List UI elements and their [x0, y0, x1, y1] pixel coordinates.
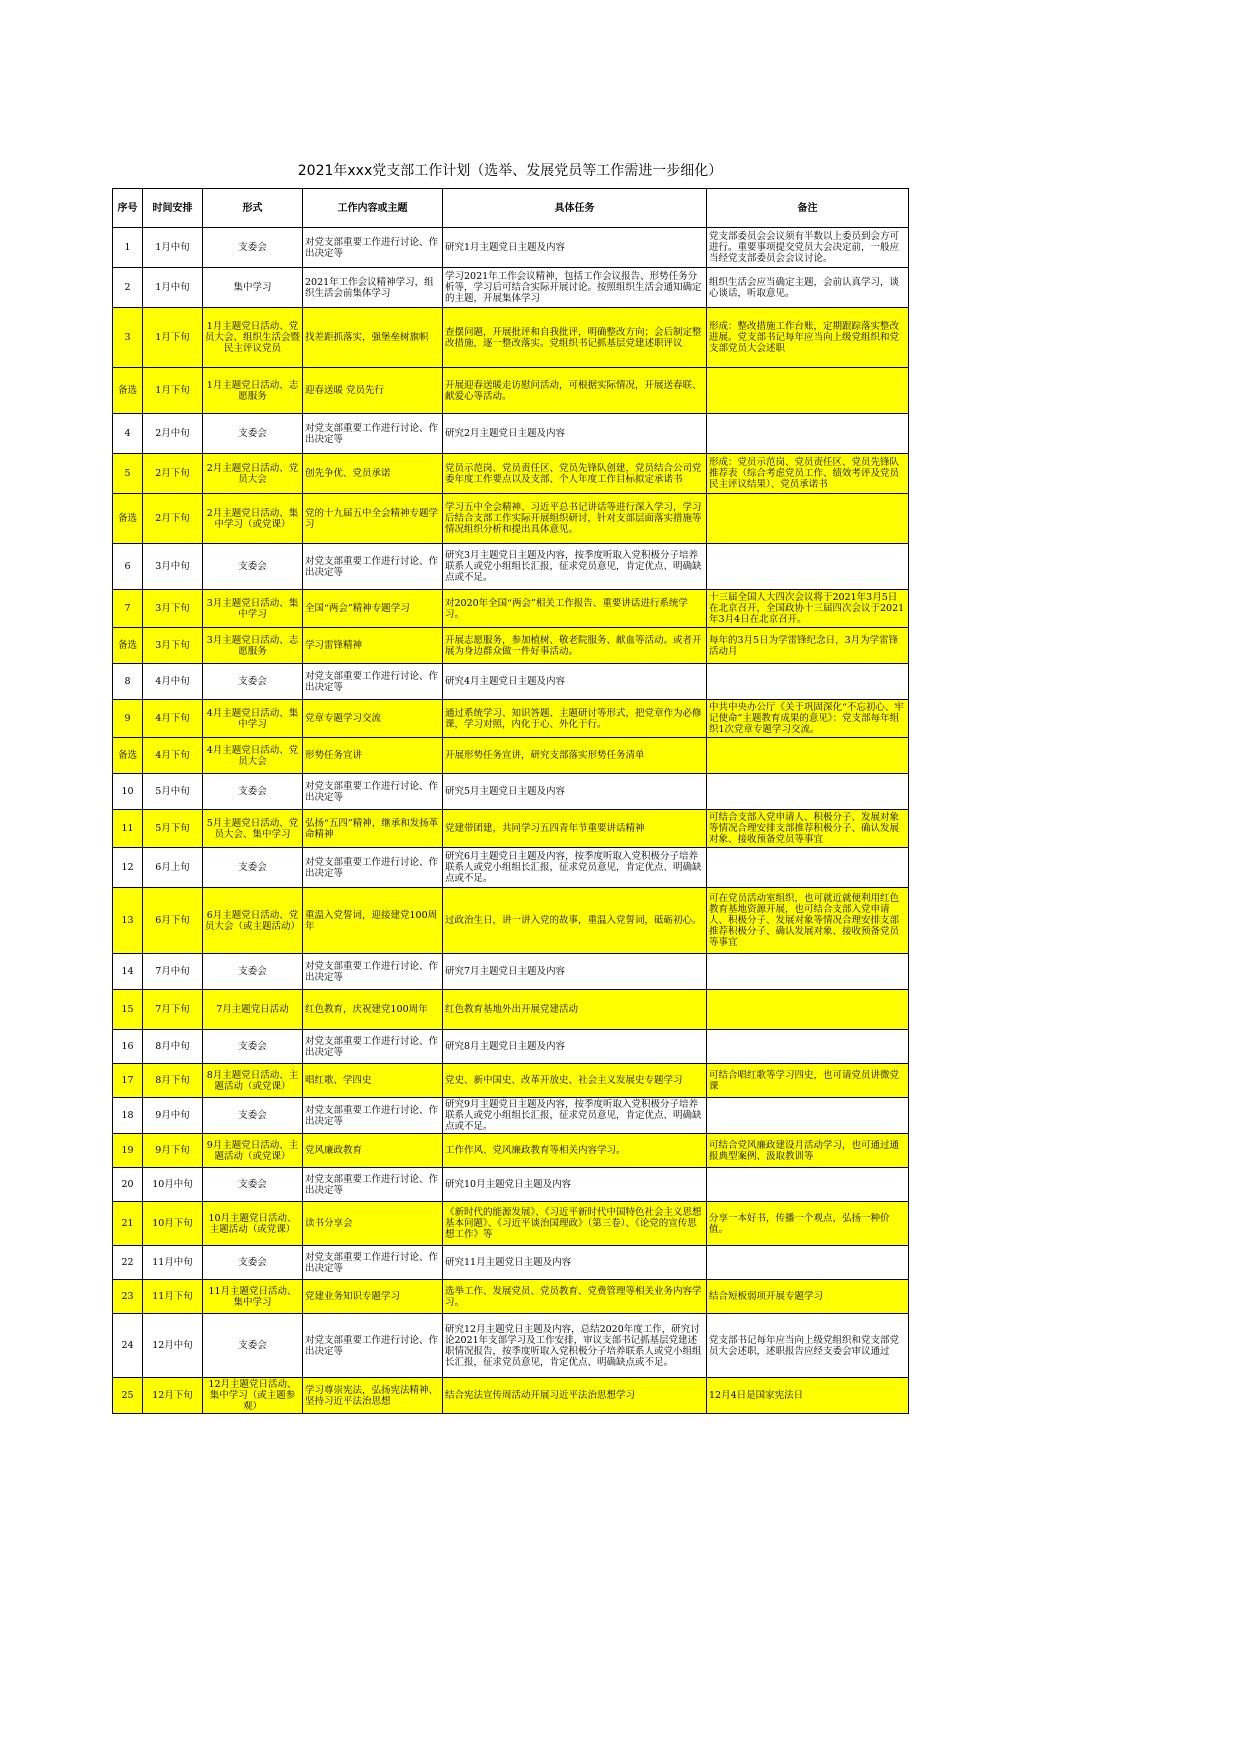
cell-no: 3 — [113, 308, 143, 368]
cell-topic: 对党支部重要工作进行讨论、作出决定等 — [303, 1246, 443, 1280]
cell-no: 22 — [113, 1246, 143, 1280]
cell-note — [707, 848, 909, 888]
table-row — [113, 1134, 909, 1168]
cell-task: 党建带团建，共同学习五四青年节重要讲话精神 — [443, 810, 707, 848]
cell-no: 16 — [113, 1030, 143, 1064]
cell-form: 支委会 — [203, 1030, 303, 1064]
cell-form: 11月主题党日活动、集中学习 — [203, 1280, 303, 1314]
table-row — [113, 414, 909, 454]
cell-task: 研究2月主题党日主题及内容 — [443, 414, 707, 454]
table-row — [113, 954, 909, 990]
cell-form: 9月主题党日活动、主题活动（或党课） — [203, 1134, 303, 1168]
cell-task: 研究5月主题党日主题及内容 — [443, 774, 707, 810]
table-row — [113, 368, 909, 414]
table-row — [113, 308, 909, 368]
cell-topic: 党章专题学习交流 — [303, 700, 443, 738]
cell-task: 研究12月主题党日主题及内容，总结2020年度工作，研究讨论2021年支部学习及工作安排，审议支部书记抓基层党建述职情况报告，按季度听取入党积极分子培养联系人或党小组组长汇报，征求党员意见，肯定优点、明确缺点或不足。 — [443, 1314, 707, 1378]
cell-no: 备选 — [113, 368, 143, 414]
table-row — [113, 454, 909, 494]
cell-note — [707, 990, 909, 1030]
cell-form: 5月主题党日活动、党员大会、集中学习 — [203, 810, 303, 848]
cell-time: 12月中旬 — [143, 1314, 203, 1378]
cell-note — [707, 774, 909, 810]
header-topic: 工作内容或主题 — [303, 189, 443, 228]
cell-no: 1 — [113, 228, 143, 268]
cell-no: 25 — [113, 1378, 143, 1414]
cell-time: 4月下旬 — [143, 738, 203, 774]
table-row — [113, 628, 909, 664]
cell-task: 红色教育基地外出开展党建活动 — [443, 990, 707, 1030]
cell-no: 8 — [113, 664, 143, 700]
header-no: 序号 — [113, 189, 143, 228]
cell-task: 研究3月主题党日主题及内容，按季度听取入党积极分子培养联系人或党小组组长汇报，征求党员意见，肯定优点、明确缺点或不足。 — [443, 544, 707, 590]
cell-time: 1月中旬 — [143, 268, 203, 308]
cell-topic: 党风廉政教育 — [303, 1134, 443, 1168]
cell-task: 工作作风、党风廉政教育等相关内容学习。 — [443, 1134, 707, 1168]
cell-form: 10月主题党日活动、主题活动（或党课） — [203, 1202, 303, 1246]
cell-no: 24 — [113, 1314, 143, 1378]
cell-task: 选举工作、发展党员、党员教育、党费管理等相关业务内容学习。 — [443, 1280, 707, 1314]
cell-note: 分享一本好书，传播一个观点，弘扬一种价值。 — [707, 1202, 909, 1246]
cell-time: 11月下旬 — [143, 1280, 203, 1314]
table-row — [113, 1030, 909, 1064]
table-row — [113, 700, 909, 738]
table-header-row — [113, 189, 909, 228]
table-row — [113, 268, 909, 308]
cell-task: 《新时代的能源发展》、《习近平新时代中国特色社会主义思想基本问题》、《习近平谈治国理政》（第三卷）、《论党的宣传思想工作》等 — [443, 1202, 707, 1246]
cell-time: 9月中旬 — [143, 1098, 203, 1134]
cell-task: 研究1月主题党日主题及内容 — [443, 228, 707, 268]
table-row — [113, 1202, 909, 1246]
cell-no: 2 — [113, 268, 143, 308]
cell-no: 5 — [113, 454, 143, 494]
cell-no: 14 — [113, 954, 143, 990]
cell-time: 6月上旬 — [143, 848, 203, 888]
cell-note: 结合短板弱项开展专题学习 — [707, 1280, 909, 1314]
cell-note — [707, 664, 909, 700]
cell-form: 支委会 — [203, 544, 303, 590]
cell-form: 支委会 — [203, 228, 303, 268]
cell-topic: 对党支部重要工作进行讨论、作出决定等 — [303, 664, 443, 700]
cell-note — [707, 544, 909, 590]
cell-topic: 对党支部重要工作进行讨论、作出决定等 — [303, 1098, 443, 1134]
header-form: 形式 — [203, 189, 303, 228]
cell-no: 备选 — [113, 738, 143, 774]
cell-time: 11月中旬 — [143, 1246, 203, 1280]
table-row — [113, 1098, 909, 1134]
cell-task: 开展形势任务宣讲，研究支部落实形势任务清单 — [443, 738, 707, 774]
table-row — [113, 888, 909, 954]
header-task: 具体任务 — [443, 189, 707, 228]
table-row — [113, 810, 909, 848]
cell-no: 10 — [113, 774, 143, 810]
cell-note — [707, 494, 909, 544]
cell-form: 集中学习 — [203, 268, 303, 308]
cell-note: 十三届全国人大四次会议将于2021年3月5日在北京召开，全国政协十三届四次会议于2021年3月4日在北京召开。 — [707, 590, 909, 628]
cell-form: 支委会 — [203, 1314, 303, 1378]
cell-topic: 形势任务宣讲 — [303, 738, 443, 774]
table-row — [113, 1280, 909, 1314]
cell-no: 12 — [113, 848, 143, 888]
cell-note — [707, 738, 909, 774]
cell-no: 21 — [113, 1202, 143, 1246]
cell-time: 3月中旬 — [143, 544, 203, 590]
table-row — [113, 848, 909, 888]
table-row — [113, 990, 909, 1030]
cell-time: 2月中旬 — [143, 414, 203, 454]
cell-note: 党支部委员会会议须有半数以上委员到会方可进行。重要事项提交党员大会决定前，一般应当经党支部委员会会议讨论。 — [707, 228, 909, 268]
table-row — [113, 1314, 909, 1378]
cell-form: 1月主题党日活动、党员大会、组织生活会暨民主评议党员 — [203, 308, 303, 368]
cell-time: 4月下旬 — [143, 700, 203, 738]
cell-form: 2月主题党日活动、集中学习（或党课） — [203, 494, 303, 544]
cell-form: 4月主题党日活动、党员大会 — [203, 738, 303, 774]
cell-note: 每年的3月5日为学雷锋纪念日，3月为学雷锋活动月 — [707, 628, 909, 664]
cell-topic: 重温入党誓词，迎接建党100周年 — [303, 888, 443, 954]
cell-form: 4月主题党日活动、集中学习 — [203, 700, 303, 738]
cell-topic: 创先争优、党员承诺 — [303, 454, 443, 494]
cell-task: 研究6月主题党日主题及内容，按季度听取入党积极分子培养联系人或党小组组长汇报，征求党员意见，肯定优点、明确缺点或不足。 — [443, 848, 707, 888]
table-row — [113, 1246, 909, 1280]
work-plan-table — [112, 188, 909, 1414]
table-row — [113, 494, 909, 544]
cell-note: 可结合支部入党申请人、积极分子、发展对象等情况合理安排支部推荐积极分子、确认发展对象、接收预备党员等事宜 — [707, 810, 909, 848]
cell-note: 形成：整改措施工作台账，定期跟踪落实整改进展。党支部书记每年应当向上级党组织和党支部党员大会述职 — [707, 308, 909, 368]
cell-form: 8月主题党日活动、主题活动（或党课） — [203, 1064, 303, 1098]
cell-note — [707, 1246, 909, 1280]
cell-topic: 学习雷锋精神 — [303, 628, 443, 664]
cell-task: 研究8月主题党日主题及内容 — [443, 1030, 707, 1064]
cell-note: 可结合唱红歌等学习四史，也可请党员讲微党课 — [707, 1064, 909, 1098]
cell-time: 4月中旬 — [143, 664, 203, 700]
cell-no: 4 — [113, 414, 143, 454]
cell-time: 10月下旬 — [143, 1202, 203, 1246]
cell-topic: 读书分享会 — [303, 1202, 443, 1246]
cell-note — [707, 954, 909, 990]
cell-task: 研究9月主题党日主题及内容，按季度听取入党积极分子培养联系人或党小组组长汇报，征求党员意见，肯定优点、明确缺点或不足。 — [443, 1098, 707, 1134]
cell-time: 9月下旬 — [143, 1134, 203, 1168]
cell-task: 研究10月主题党日主题及内容 — [443, 1168, 707, 1202]
cell-task: 通过系统学习、知识答题、主题研讨等形式，把党章作为必修课，学习对照，内化于心、外化于行。 — [443, 700, 707, 738]
cell-form: 支委会 — [203, 848, 303, 888]
cell-no: 6 — [113, 544, 143, 590]
cell-note: 组织生活会应当确定主题，会前认真学习，谈心谈话，听取意见。 — [707, 268, 909, 308]
cell-note: 中共中央办公厅《关于巩固深化“不忘初心、牢记使命”主题教育成果的意见》：党支部每年组织1次党章专题学习交流。 — [707, 700, 909, 738]
cell-no: 备选 — [113, 494, 143, 544]
cell-time: 2月下旬 — [143, 494, 203, 544]
cell-note: 12月4日是国家宪法日 — [707, 1378, 909, 1414]
cell-form: 支委会 — [203, 1246, 303, 1280]
cell-topic: 党的十九届五中全会精神专题学习 — [303, 494, 443, 544]
cell-task: 研究7月主题党日主题及内容 — [443, 954, 707, 990]
cell-note — [707, 368, 909, 414]
cell-form: 6月主题党日活动、党员大会（或主题活动） — [203, 888, 303, 954]
cell-form: 支委会 — [203, 954, 303, 990]
cell-form: 支委会 — [203, 664, 303, 700]
cell-topic: 对党支部重要工作进行讨论、作出决定等 — [303, 1030, 443, 1064]
cell-task: 开展迎春送暖走访慰问活动，可根据实际情况，开展送春联、献爱心等活动。 — [443, 368, 707, 414]
cell-task: 学习2021年工作会议精神，包括工作会议报告、形势任务分析等，学习后可结合实际开展讨论。按照组织生活会通知确定的主题，开展集体学习 — [443, 268, 707, 308]
cell-form: 12月主题党日活动、集中学习（或主题参观） — [203, 1378, 303, 1414]
table-row — [113, 590, 909, 628]
cell-no: 11 — [113, 810, 143, 848]
cell-time: 12月下旬 — [143, 1378, 203, 1414]
cell-task: 开展志愿服务，参加植树、敬老院服务、献血等活动。或者开展为身边群众做一件好事活动。 — [443, 628, 707, 664]
cell-time: 1月下旬 — [143, 308, 203, 368]
cell-form: 支委会 — [203, 1098, 303, 1134]
cell-form: 支委会 — [203, 414, 303, 454]
cell-topic: 对党支部重要工作进行讨论、作出决定等 — [303, 228, 443, 268]
cell-time: 8月中旬 — [143, 1030, 203, 1064]
cell-note: 党支部书记每年应当向上级党组织和党支部党员大会述职，述职报告应经支委会审议通过 — [707, 1314, 909, 1378]
cell-topic: 学习尊崇宪法，弘扬宪法精神、坚持习近平法治思想 — [303, 1378, 443, 1414]
cell-no: 15 — [113, 990, 143, 1030]
cell-task: 对2020年全国“两会”相关工作报告、重要讲话进行系统学习。 — [443, 590, 707, 628]
cell-topic: 找差距抓落实，强堡垒树旗帜 — [303, 308, 443, 368]
cell-topic: 对党支部重要工作进行讨论、作出决定等 — [303, 544, 443, 590]
cell-time: 6月下旬 — [143, 888, 203, 954]
cell-task: 研究4月主题党日主题及内容 — [443, 664, 707, 700]
cell-note: 可在党员活动室组织，也可就近就便利用红色教育基地资源开展，也可结合支部入党申请人、积极分子、发展对象等情况合理安排支部推荐积极分子、确认发展对象、接收预备党员等事宜 — [707, 888, 909, 954]
cell-note — [707, 1168, 909, 1202]
cell-note: 形成：党员示范岗、党员责任区、党员先锋队推荐表（综合考虑党员工作、绩效考评及党员民主评议结果）、党员承诺书 — [707, 454, 909, 494]
table-row — [113, 1064, 909, 1098]
cell-no: 7 — [113, 590, 143, 628]
cell-time: 1月下旬 — [143, 368, 203, 414]
table-row — [113, 664, 909, 700]
table-row — [113, 738, 909, 774]
cell-note — [707, 1030, 909, 1064]
cell-task: 党员示范岗、党员责任区、党员先锋队创建，党员结合公司党委年度工作要点以及支部、个人年度工作目标拟定承诺书 — [443, 454, 707, 494]
cell-form: 1月主题党日活动、志愿服务 — [203, 368, 303, 414]
table-row — [113, 1168, 909, 1202]
cell-time: 5月下旬 — [143, 810, 203, 848]
cell-task: 研究11月主题党日主题及内容 — [443, 1246, 707, 1280]
cell-topic: 红色教育，庆祝建党100周年 — [303, 990, 443, 1030]
table-row — [113, 544, 909, 590]
cell-time: 3月下旬 — [143, 590, 203, 628]
cell-topic: 对党支部重要工作进行讨论、作出决定等 — [303, 848, 443, 888]
cell-topic: 党建业务知识专题学习 — [303, 1280, 443, 1314]
cell-no: 19 — [113, 1134, 143, 1168]
cell-time: 8月下旬 — [143, 1064, 203, 1098]
cell-no: 9 — [113, 700, 143, 738]
cell-no: 18 — [113, 1098, 143, 1134]
cell-topic: 对党支部重要工作进行讨论、作出决定等 — [303, 1168, 443, 1202]
cell-form: 7月主题党日活动 — [203, 990, 303, 1030]
header-time: 时间安排 — [143, 189, 203, 228]
cell-time: 1月中旬 — [143, 228, 203, 268]
cell-form: 支委会 — [203, 774, 303, 810]
cell-no: 20 — [113, 1168, 143, 1202]
cell-topic: 对党支部重要工作进行讨论、作出决定等 — [303, 774, 443, 810]
cell-no: 备选 — [113, 628, 143, 664]
page-title: 2021年xxx党支部工作计划（选举、发展党员等工作需进一步细化） — [297, 163, 723, 179]
cell-no: 17 — [113, 1064, 143, 1098]
cell-topic: 迎春送暖 党员先行 — [303, 368, 443, 414]
table-row — [113, 228, 909, 268]
cell-task: 过政治生日，讲一讲入党的故事，重温入党誓词，砥砺初心。 — [443, 888, 707, 954]
cell-time: 3月下旬 — [143, 628, 203, 664]
table-row — [113, 1378, 909, 1414]
cell-task: 结合宪法宣传周活动开展习近平法治思想学习 — [443, 1378, 707, 1414]
cell-form: 2月主题党日活动、党员大会 — [203, 454, 303, 494]
cell-no: 13 — [113, 888, 143, 954]
cell-time: 2月下旬 — [143, 454, 203, 494]
cell-topic: 2021年工作会议精神学习，组织生活会前集体学习 — [303, 268, 443, 308]
cell-topic: 弘扬“五四”精神，继承和发扬革命精神 — [303, 810, 443, 848]
cell-topic: 对党支部重要工作进行讨论、作出决定等 — [303, 954, 443, 990]
cell-topic: 全国“两会”精神专题学习 — [303, 590, 443, 628]
cell-task: 党史、新中国史、改革开放史、社会主义发展史专题学习 — [443, 1064, 707, 1098]
cell-form: 3月主题党日活动、集中学习 — [203, 590, 303, 628]
cell-task: 查摆问题，开展批评和自我批评，明确整改方向；会后制定整改措施，逐一整改落实。党组织书记抓基层党建述职评议 — [443, 308, 707, 368]
cell-form: 支委会 — [203, 1168, 303, 1202]
cell-no: 23 — [113, 1280, 143, 1314]
header-note: 备注 — [707, 189, 909, 228]
cell-form: 3月主题党日活动、志愿服务 — [203, 628, 303, 664]
cell-topic: 对党支部重要工作进行讨论、作出决定等 — [303, 414, 443, 454]
cell-time: 10月中旬 — [143, 1168, 203, 1202]
cell-time: 7月下旬 — [143, 990, 203, 1030]
table-row — [113, 774, 909, 810]
cell-time: 7月中旬 — [143, 954, 203, 990]
cell-note: 可结合党风廉政建设月活动学习，也可通过通报典型案例、汲取教训等 — [707, 1134, 909, 1168]
cell-note — [707, 1098, 909, 1134]
cell-note — [707, 414, 909, 454]
cell-time: 5月中旬 — [143, 774, 203, 810]
cell-topic: 唱红歌、学四史 — [303, 1064, 443, 1098]
cell-topic: 对党支部重要工作进行讨论、作出决定等 — [303, 1314, 443, 1378]
cell-task: 学习五中全会精神、习近平总书记讲话等进行深入学习，学习后结合支部工作实际开展组织研讨，针对支部层面落实措施等情况组织分析和提出具体意见。 — [443, 494, 707, 544]
